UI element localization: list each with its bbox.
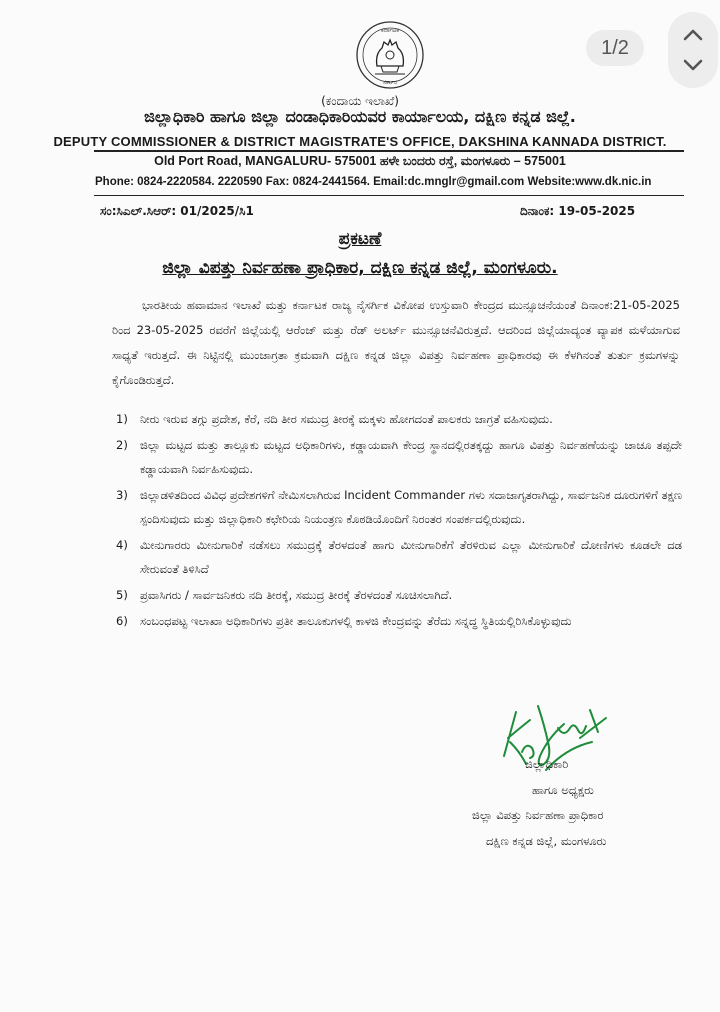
list-item: 1) ನೀರು ಇರುವ ತಗ್ಗು ಪ್ರದೇಶ, ಕೆರೆ, ನದಿ ತೀರ ಸಮುದ್ರ ತೀರಕ್ಕೆ ಮಕ್ಕಳು ಹೋಗದಂತೆ ಪಾಲಕರು ಜಾಗ್ರತೆ ವಹಿಸುವುದು. — [116, 412, 553, 426]
previous-page-button[interactable] — [678, 23, 708, 47]
next-page-button[interactable] — [678, 53, 708, 77]
authority-title: ಜಿಲ್ಲಾ ವಿಪತ್ತು ನಿರ್ವಹಣಾ ಪ್ರಾಧಿಕಾರ, ದಕ್ಷಿಣ ಕನ್ನಡ ಜಿಲ್ಲೆ, ಮಂಗಳೂರು. — [162, 258, 558, 278]
list-item: 4) ಮೀನುಗಾರರು ಮೀನುಗಾರಿಕೆ ನಡೆಸಲು ಸಮುದ್ರಕ್ಕೆ ತೆರಳದಂತೆ ಹಾಗು ಮೀನುಗಾರಿಕೆಗೆ ತೆರಳಿರುವ ಎಲ್ಲಾ ಮೀನುಗಾರಿಕೆ ದೋಣಿಗಳು ಕೂಡಲೇ ದಡ ಸೇರುವಂತೆ ತಿಳಿಸಿದೆ — [116, 538, 682, 576]
list-item: 6) ಸಂಬಂಧಪಟ್ಟ ಇಲಾಖಾ ಅಧಿಕಾರಿಗಳು ಪ್ರತೀ ತಾಲೂಕುಗಳಲ್ಲಿ ಕಾಳಜಿ ಕೇಂದ್ರವನ್ನು ತೆರೆದು ಸನ್ನದ್ಧ ಸ್ಥಿತಿಯಲ್ಲಿರಿಸಿಕೊಳ್ಳುವುದು — [116, 614, 572, 628]
signatory-authority: ಜಿಲ್ಲಾ ವಿಪತ್ತು ನಿರ್ವಹಣಾ ಪ್ರಾಧಿಕಾರ — [472, 808, 604, 822]
list-item: 5) ಪ್ರವಾಸಿಗರು / ಸಾರ್ವಜನಿಕರು ನದಿ ತೀರಕ್ಕೆ, ಸಮುದ್ರ ತೀರಕ್ಕೆ ತೆರಳದಂತೆ ಸೂಚಿಸಲಾಗಿದೆ. — [116, 588, 453, 602]
header-divider-top — [94, 150, 684, 152]
list-item: 3) ಜಿಲ್ಲಾಡಳಿತದಿಂದ ವಿವಿಧ ಪ್ರದೇಶಗಳಿಗೆ ನೇಮಿಸಲಾಗಿರುವ Incident Commander ಗಳು ಸದಾಜಾಗೃತರಾಗಿದ್ದು, ಸಾರ್ವಜನಿಕ ದೂರುಗಳಿಗೆ ತಕ್ಷಣ ಸ್ಪಂದಿಸುವುದು ಮತ್ತು ಜಿಲ್ಲಾಧಿಕಾರಿ ಕಛೇರಿಯ ನಿಯಂತ್ರಣ ಕೊಠಡಿಯೊಂದಿಗೆ ನಿರಂತರ ಸಂಪರ್ಕದಲ್ಲಿರುವುದು. — [116, 488, 682, 526]
government-emblem — [355, 20, 425, 90]
reference-number: ಸಂ:ಸಿಎಲ್.ಸಿಆರ್: 01/2025/ಸಿ1 — [100, 204, 254, 218]
list-item: 2) ಜಿಲ್ಲಾ ಮಟ್ಟದ ಮತ್ತು ತಾಲ್ಲೂಕು ಮಟ್ಟದ ಅಧಿಕಾರಿಗಳು, ಕಡ್ಡಾಯವಾಗಿ ಕೇಂದ್ರ ಸ್ಥಾನದಲ್ಲಿರತಕ್ಕದ್ದು ಹಾಗೂ ವಿಪತ್ತು ನಿರ್ವಹಣೆಯನ್ನು ಚಾಚೂ ತಪ್ಪದೇ ಕಡ್ಡಾಯವಾಗಿ ನಿರ್ವಹಿಸುವುದು. — [116, 438, 682, 476]
signatory-role: ಹಾಗೂ ಅಧ್ಯಕ್ಷರು — [532, 783, 594, 797]
header-divider-bottom — [94, 195, 684, 196]
svg-text:ಸರ್ಕಾರ: ಸರ್ಕಾರ — [382, 79, 398, 86]
chevron-up-icon — [682, 28, 704, 42]
office-name-kannada: ಜಿಲ್ಲಾಧಿಕಾರಿ ಹಾಗೂ ಜಿಲ್ಲಾ ದಂಡಾಧಿಕಾರಿಯವರ ಕಾರ್ಯಾಲಯ, ದಕ್ಷಿಣ ಕನ್ನಡ ಜಿಲ್ಲೆ. — [144, 107, 576, 126]
chevron-down-icon — [682, 58, 704, 72]
page-navigation — [668, 12, 718, 88]
signatory-designation: ಜಿಲ್ಲಾಧಿಕಾರಿ — [525, 757, 569, 771]
office-contact: Phone: 0824-2220584. 2220590 Fax: 0824-2441564. Email:dc.mnglr@gmail.com Website:www.dk.nic.in — [95, 176, 652, 188]
signatory-location: ದಕ್ಷಿಣ ಕನ್ನಡ ಜಿಲ್ಲೆ, ಮಂಗಳೂರು — [486, 834, 607, 848]
svg-text:ಕರ್ನಾಟಕ: ಕರ್ನಾಟಕ — [381, 27, 399, 34]
notice-date: ದಿನಾಂಕ: 19-05-2025 — [520, 204, 636, 218]
office-address: Old Port Road, MANGALURU- 575001 ಹಳೇ ಬಂದರು ರಸ್ತೆ, ಮಂಗಳೂರು – 575001 — [154, 154, 566, 168]
department-label: (ಕಂದಾಯ ಇಲಾಖೆ) — [321, 94, 399, 108]
notice-title: ಪ್ರಕಟಣೆ — [338, 229, 382, 249]
measures-list — [116, 407, 682, 635]
page-indicator: 1/2 — [586, 30, 644, 66]
notice-body: ಭಾರತೀಯ ಹವಾಮಾನ ಇಲಾಖೆ ಮತ್ತು ಕರ್ನಾಟಕ ರಾಜ್ಯ ನೈಸರ್ಗಿಕ ವಿಕೋಪ ಉಸ್ತುವಾರಿ ಕೇಂದ್ರದ ಮುನ್ಸೂಚನೆಯಂತೆ ದಿನಾಂಕ:21-05-2025 ರಿಂದ 23-05-2025 ರವರೆಗೆ ಜಿಲ್ಲೆಯಲ್ಲಿ ಆರೆಂಜ್ ಮತ್ತು ರೆಡ್ ಅಲರ್ಟ್ ಮುನ್ಸೂಚನೆವಿರುತ್ತದೆ. ಆದರಿಂದ ಜಿಲ್ಲೆಯಾದ್ಯಂತ ವ್ಯಾಪಕ ಮಳೆಯಾಗುವ ಸಾಧ್ಯತೆ ಇರುತ್ತದೆ. ಈ ನಿಟ್ಟಿನಲ್ಲಿ ಮುಂಜಾಗ್ರತಾ ಕ್ರಮವಾಗಿ ದಕ್ಷಿಣ ಕನ್ನಡ ಜಿಲ್ಲಾ ವಿಪತ್ತು ನಿರ್ವಹಣಾ ಪ್ರಾಧಿಕಾರವು ಈ ಕೆಳಗಿನಂತೆ ತುರ್ತು ಕ್ರಮಗಳನ್ನು ಕೈಗೊಂಡಿರುತ್ತದೆ. — [112, 298, 680, 387]
office-name-english: DEPUTY COMMISSIONER & DISTRICT MAGISTRATE'S OFFICE, DAKSHINA KANNADA DISTRICT. — [53, 134, 667, 149]
